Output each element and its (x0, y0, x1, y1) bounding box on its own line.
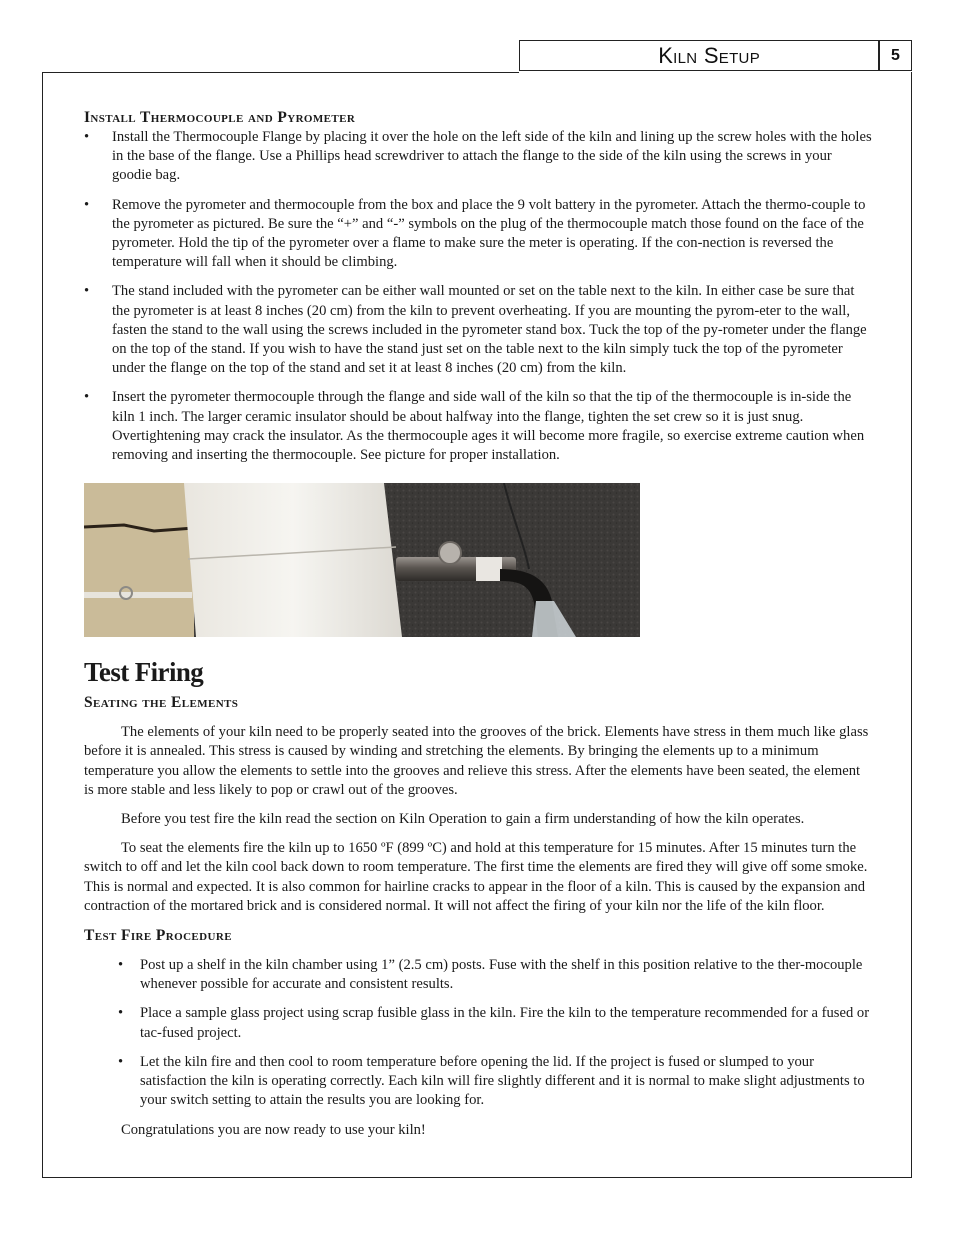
install-heading: Install Thermocouple and Pyrometer (84, 109, 356, 126)
seating-paragraph: To seat the elements fire the kiln up to 1650 ºF (899 ºC) and hold at this temperature for 15 minutes. After 15 minutes turn the switch to off and let the kiln cool back down to room temperature. The first time the elements are fired they will give off some smoke. This is normal and expected. It is also common for hairline cracks to appear in the floor of a kiln. This is caused by the expansion and contraction of the mortared brick and is considered normal. It will not affect the firing of your kiln nor the life of the kiln floor. (84, 840, 868, 914)
list-item: • Post up a shelf in the kiln chamber using 1” (2.5 cm) posts. Fuse with the shelf in this position relative to the ther-mocouple whenever possible for accurate and consistent results. (84, 956, 872, 994)
header-title-box (519, 40, 879, 71)
list-item: • Install the Thermocouple Flange by placing it over the hole on the left side of the kiln and lining up the screw holes with the holes in the base of the flange. Use a Phillips head screwdriver to attach the flange to the side of the kiln using the screws in your goodie bag. (84, 128, 872, 186)
seating-heading: Seating the Elements (84, 694, 239, 712)
page-content (84, 108, 872, 1140)
procedure-heading: Test Fire Procedure (84, 927, 232, 945)
list-item: • Insert the pyrometer thermocouple through the flange and side wall of the kiln so that the tip of the thermocouple is in-side the kiln 1 inch. The larger ceramic insulator should be about halfway into the flange, tighten the set crew so it is just snug. Overtightening may crack the insulator. As the thermocouple ages it will become more fragile, so exercise extreme caution when removing and inserting the thermocouple. See picture for proper installation. (84, 388, 872, 465)
seating-paragraph: Before you test fire the kiln read the section on Kiln Operation to gain a firm understanding of how the kiln operates. (121, 811, 805, 828)
list-item: • Let the kiln fire and then cool to room temperature before opening the lid. If the project is fused or slumped to your satisfaction the kiln is operating correctly. Each kiln will fire slightly different and it is normal to make slight adjustments to your switch setting to attain the results you are looking for. (84, 1053, 872, 1111)
list-item: • Remove the pyrometer and thermocouple from the box and place the 9 volt battery in the pyrometer. Attach the thermo-couple to the pyrometer as pictured. Be sure the “+” and “-” symbols on the plug of the thermocouple match those found on the face of the pyrometer. Hold the tip of the pyrometer over a flame to make sure the meter is operating. If the con-nection is reversed the temperature will fall when it should be climbing. (84, 196, 872, 273)
install-list (84, 128, 872, 465)
list-item: • The stand included with the pyrometer can be either wall mounted or set on the table next to the kiln. In either case be sure that the pyrometer is at least 8 inches (20 cm) from the kiln to prevent overheating. If you are mounting the pyrom-eter to the wall, fasten the stand to the wall using the screws included in the pyrometer stand box. Tuck the top of the py-rometer under the flange on the top of the stand. If you wish to have the stand just set on the table next to the kiln simply tuck the top of the pyrometer under the flange on the top of the stand and set it at least 8 inches (20 cm) from the kiln. (84, 282, 872, 378)
thermocouple-installation-photo (84, 483, 640, 637)
list-item: • Place a sample glass project using scrap fusible glass in the kiln. Fire the kiln to the temperature recommended for a fused or tac-fused project. (84, 1004, 872, 1042)
procedure-list (84, 956, 872, 1110)
seating-paragraph: The elements of your kiln need to be properly seated into the grooves of the brick. Elements have stress in them much like glass before it is annealed. This stress is caused by winding and stretching the elements. By bringing the elements up to a minimum temperature you allow the elements to settle into the grooves and relieve this stress. After the elements have been seated, the element is more stable and less likely to pop or crawl out of the grooves. (84, 724, 869, 798)
page-number: 5 (879, 40, 912, 71)
section-title: Kiln Setup (658, 43, 760, 68)
closing-text: Congratulations you are now ready to use your kiln! (121, 1121, 426, 1138)
test-firing-title: Test Firing (84, 657, 204, 688)
